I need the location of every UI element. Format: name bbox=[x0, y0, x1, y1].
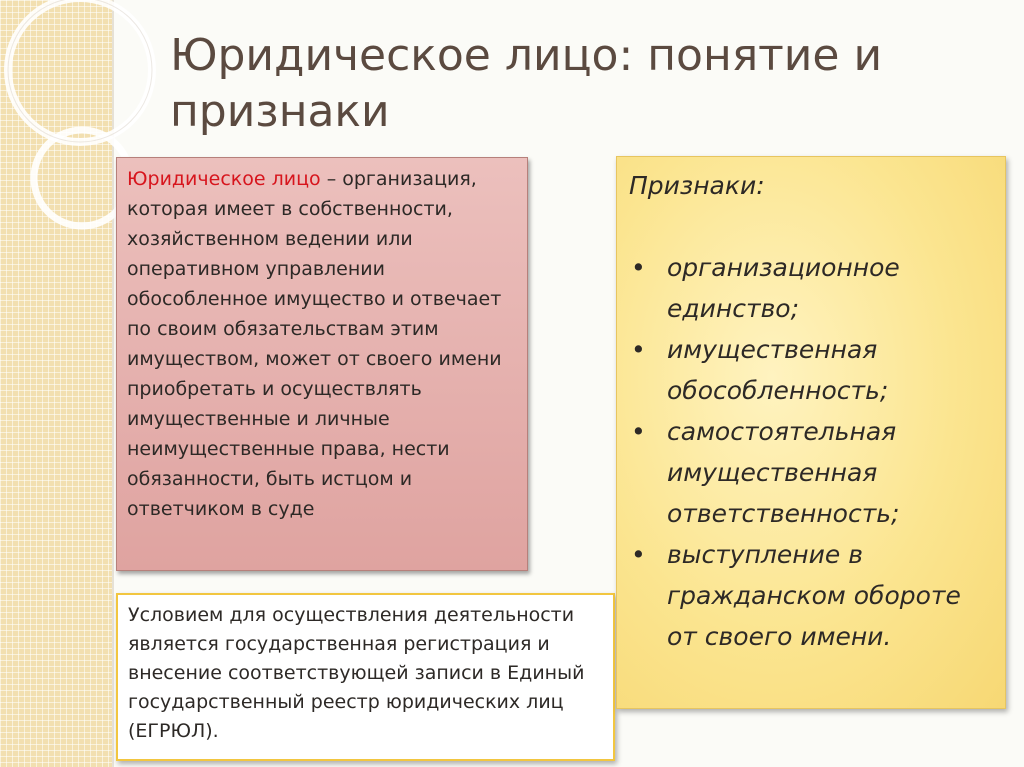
sign-item-text: имущественная обособленность; bbox=[667, 335, 889, 405]
registration-note-box bbox=[116, 593, 615, 761]
slide-title: Юридическое лицо: понятие и признаки bbox=[170, 30, 883, 137]
bullet-icon: • bbox=[631, 417, 646, 446]
bullet-icon: • bbox=[631, 253, 646, 282]
definition-dash: – bbox=[320, 168, 337, 190]
registration-note-text: Условием для осуществления деятельности является государственная регистрация и внесение соответствующей записи в Единый государственный реестр юридических лиц (ЕГРЮЛ). bbox=[128, 604, 585, 742]
sign-item bbox=[629, 247, 993, 329]
definition-term: Юридическое лицо bbox=[127, 168, 321, 190]
definition-box bbox=[116, 157, 528, 571]
signs-heading: Признаки: bbox=[629, 171, 765, 200]
sign-item-text: организационное единство; bbox=[667, 253, 900, 323]
signs-box bbox=[616, 156, 1006, 709]
signs-list bbox=[629, 247, 993, 657]
sign-item-text: выступление в гражданском обороте от своего имени. bbox=[667, 540, 961, 651]
sign-item bbox=[629, 411, 993, 534]
bullet-icon: • bbox=[631, 335, 646, 364]
sign-item bbox=[629, 329, 993, 411]
sign-item-text: самостоятельная имущественная ответственность; bbox=[667, 417, 900, 528]
sign-item bbox=[629, 534, 993, 657]
definition-text: организация, которая имеет в собственности, хозяйственном ведении или оперативном управлении обособленное имущество и отвечает по своим обязательствам этим имуществом, может от своего имени приобретать и осуществлять имущественные и личные неимущественные права, нести обязанности, быть истцом и ответчиком в суде bbox=[127, 168, 502, 520]
bullet-icon: • bbox=[631, 540, 646, 569]
